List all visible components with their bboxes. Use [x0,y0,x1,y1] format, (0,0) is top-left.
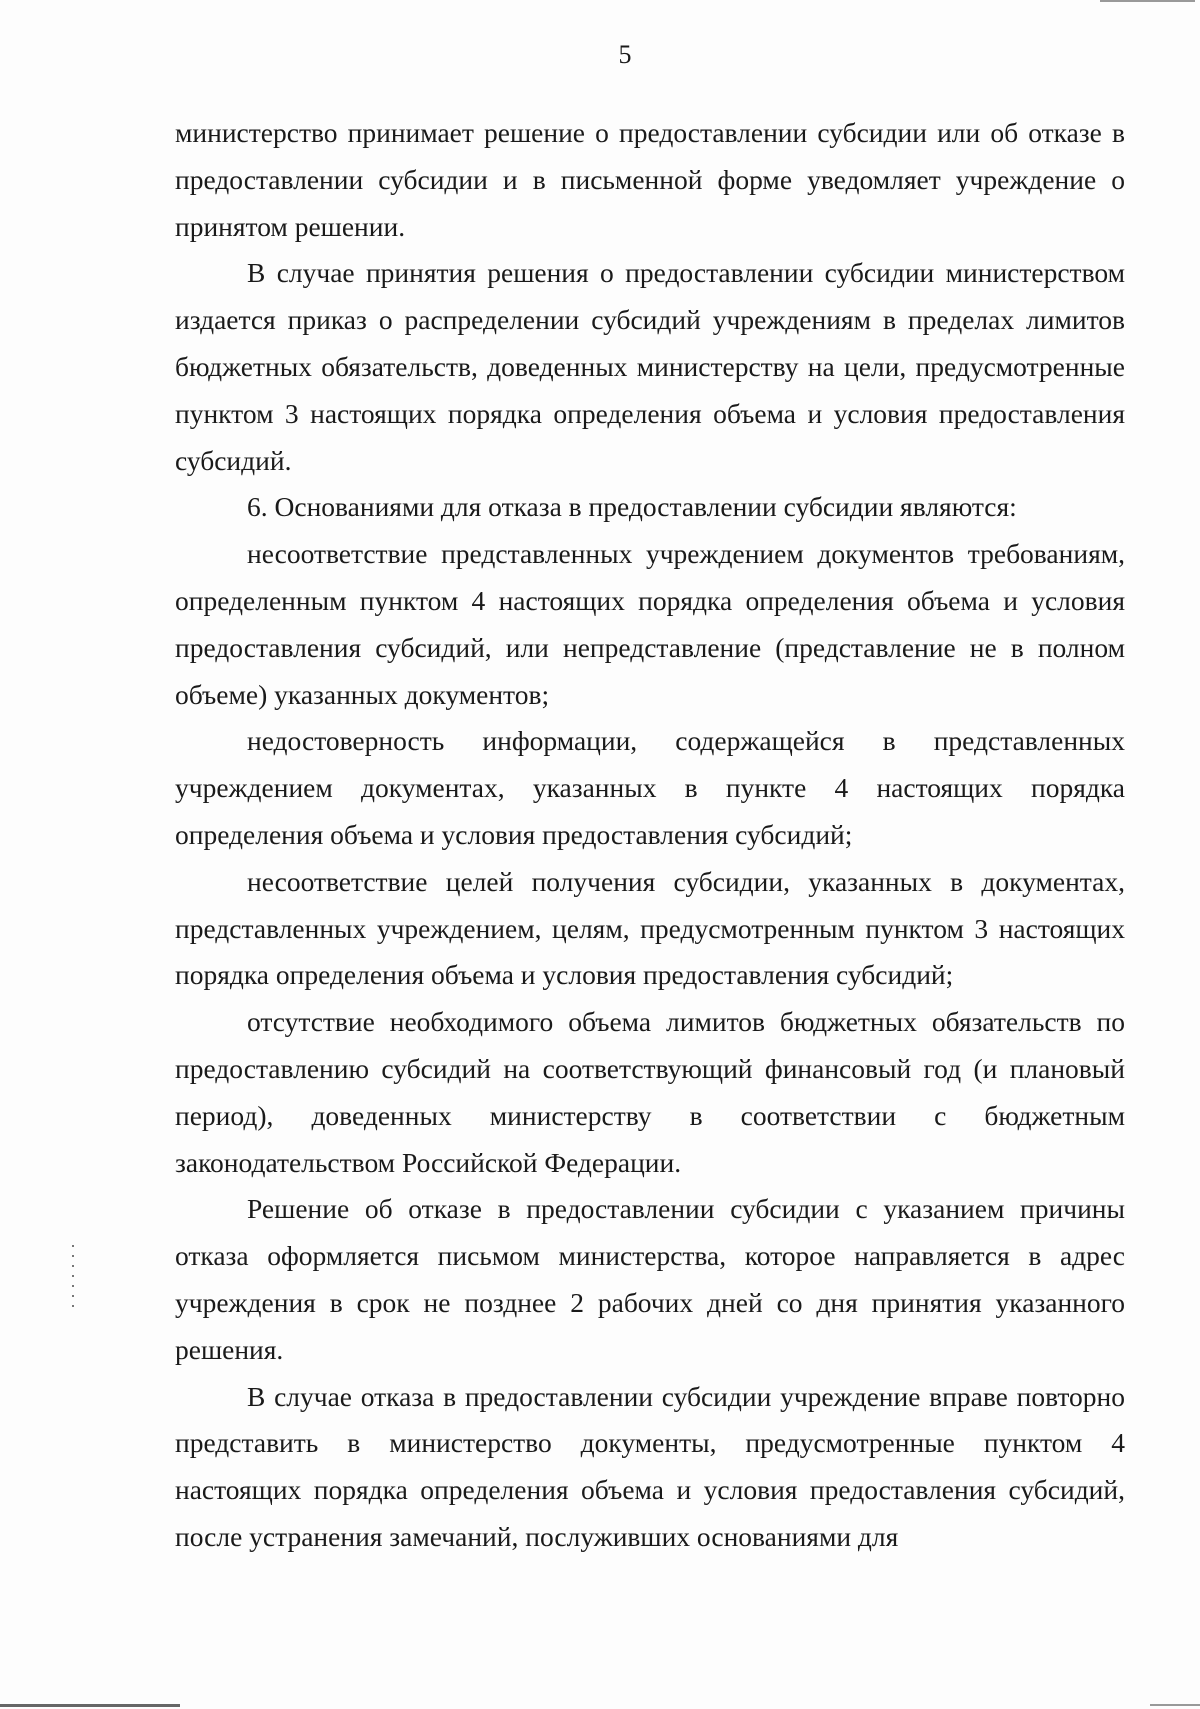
paragraph-7: отсутствие необходимого объема лимитов бюджетных обязательств по предоставлению субсидий на соответствующий финансовый год (и плановый период), доведенных министерству в соответствии с бюджетным законодательством Российской Федерации. [175,1006,1125,1178]
paragraph-4: несоответствие представленных учреждением документов требованиям, определенным пунктом 4 настоящих порядка определения объема и условия предоставления субсидий, или непредставление (представление не в полном объеме) указанных документов; [175,538,1125,710]
document-body [175,110,1125,1561]
scan-edge-mark-bottom [0,1704,180,1707]
paragraph-1: министерство принимает решение о предоставлении субсидии или об отказе в предоставлении субсидии и в письменной форме уведомляет учреждение о принятом решении. [175,117,1125,242]
scan-edge-mark-bottom-right [1150,1704,1200,1706]
binding-marks [72,1245,76,1315]
paragraph-9: В случае отказа в предоставлении субсидии учреждение вправе повторно представить в министерство документы, предусмотренные пунктом 4 настоящих порядка определения объема и условия предоставления субсидий, после устранения замечаний, послуживших основаниями для [175,1380,1125,1552]
paragraph-3: 6. Основаниями для отказа в предоставлении субсидии являются: [247,491,1017,523]
page-number: 5 [618,40,632,69]
paragraph-5: недостоверность информации, содержащейся в представленных учреждением документах, указанных в пункте 4 настоящих порядка определения объема и условия предоставления субсидий; [175,725,1125,850]
paragraph-6: несоответствие целей получения субсидии, указанных в документах, представленных учреждением, целям, предусмотренным пунктом 3 настоящих порядка определения объема и условия предоставления субсидий; [175,865,1125,991]
paragraph-2: В случае принятия решения о предоставлении субсидии министерством издается приказ о распределении субсидий учреждениям в пределах лимитов бюджетных обязательств, доведенных министерству на цели, предусмотренные пунктом 3 настоящих порядка определения объема и условия предоставления субсидий. [175,257,1125,476]
paragraph-8: Решение об отказе в предоставлении субсидии с указанием причины отказа оформляется письмом министерства, которое направляется в адрес учреждения в срок не позднее 2 рабочих дней со дня принятия указанного решения. [175,1193,1125,1365]
scan-edge-mark-top [1100,0,1195,2]
